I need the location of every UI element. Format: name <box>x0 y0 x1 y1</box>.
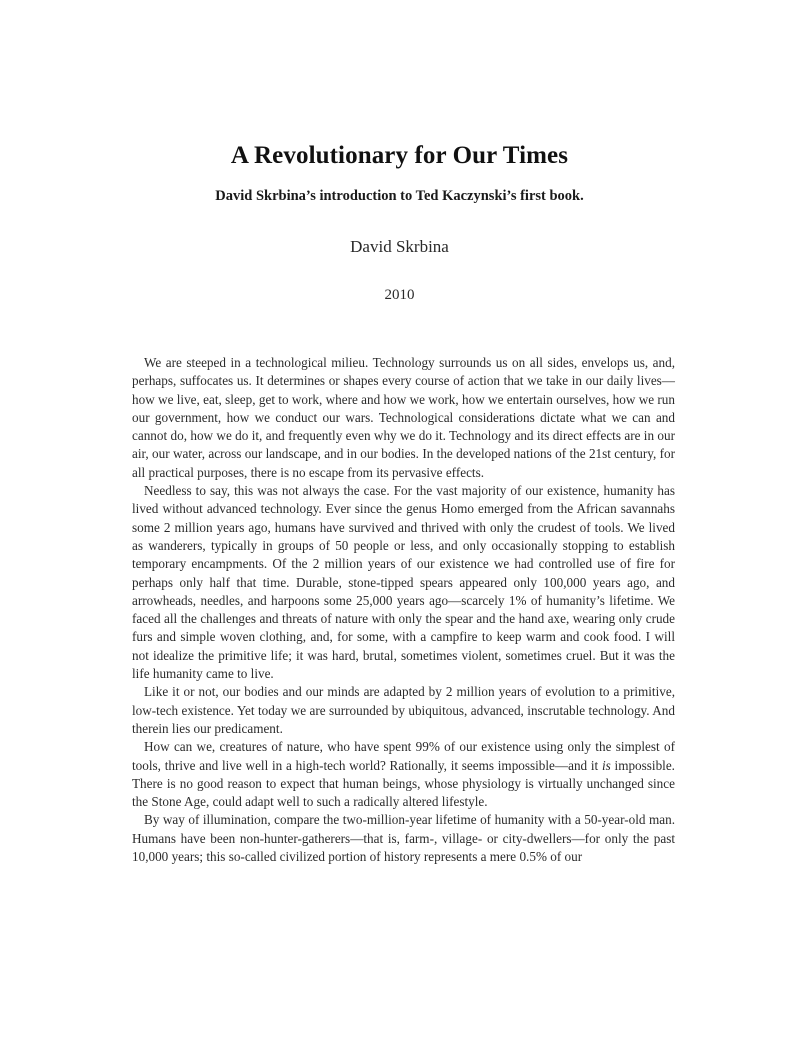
document-title: A Revolutionary for Our Times <box>230 142 569 169</box>
document-body <box>132 354 675 866</box>
paragraph: Needless to say, this was not always the case. For the vast majority of our existence, humanity has lived without advanced technology. Ever since the genus Homo emerged from the African savannahs some 2 million years ago, humans have survived and thrived with only the crudest of tools. We lived as wanderers, typically in groups of 50 people or less, and only occasionally stopping to establish temporary encampments. Of the 2 million years of our existence we had controlled use of fire for perhaps only half that time. Durable, stone-tipped spears appeared only 100,000 years ago, and arrowheads, needles, and harpoons some 25,000 years ago—scarcely 1% of humanity’s lifetime. We faced all the challenges and threats of nature with only the spear and the hand axe, wearing only crude furs and simple woven clothing, and, for some, with a campfire to keep warm and cook food. I will not idealize the primitive life; it was hard, brutal, sometimes violent, sometimes cruel. But it was the life humanity came to live. <box>132 483 675 682</box>
document-author: David Skrbina <box>350 237 449 256</box>
paragraph: Like it or not, our bodies and our minds are adapted by 2 million years of evolution to a primitive, low-tech existence. Yet today we are surrounded by ubiquitous, advanced, inscrutable technology. And therein lies our predicament. <box>132 684 675 736</box>
paragraph <box>132 738 675 811</box>
paragraph: We are steeped in a technological milieu. Technology surrounds us on all sides, envelops us, and, perhaps, suffocates us. It determines or shapes every course of action that we take in our daily lives—how we live, eat, sleep, get to work, where and how we work, how we entertain ourselves, how we run our government, how we conduct our wars. Technological considerations dictate what we can and cannot do, how we do it, and frequently even why we do it. Technology and its direct effects are in our air, our water, across our landscape, and in our bodies. In the developed nations of the 21st century, for all practical purposes, there is no escape from its pervasive effects. <box>132 355 675 480</box>
emphasis-text: is <box>601 757 611 773</box>
document-subtitle: David Skrbina’s introduction to Ted Kaczynski’s first book. <box>215 188 584 204</box>
paragraph-text: How can we, creatures of nature, who have spent 99% of our existence using only the simplest of tools, thrive and live well in a high-tech world? Rationally, it seems impossible—and it <box>132 739 675 773</box>
document-date: 2010 <box>384 287 415 303</box>
paragraph-text: impossible. There is no good reason to expect that human beings, whose physiology is virtually unchanged since the Stone Age, could adapt well to such a radically altered lifestyle. <box>132 757 675 810</box>
paragraph: By way of illumination, compare the two-million-year lifetime of humanity with a 50-year-old man. Humans have been non-hunter-gatherers—that is, farm-, village- or city-dwellers—for only the past 10,000 years; this so-called civilized portion of history represents a mere 0.5% of our <box>132 812 675 865</box>
